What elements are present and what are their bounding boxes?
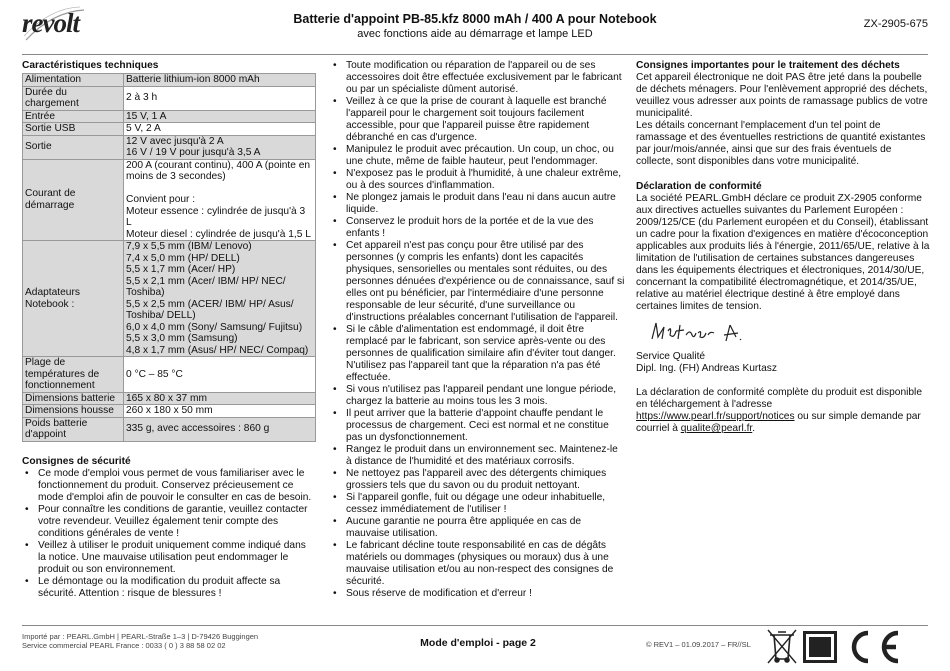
- safety-item: • Ne nettoyez pas l'appareil avec des détergents chimiques grossiers tels que du savon ou du produit nettoyant.: [330, 468, 625, 492]
- spec-value: 15 V, 1 A: [124, 110, 316, 123]
- specs-table: [22, 73, 316, 442]
- spec-label: Dimensions batterie: [23, 392, 124, 405]
- signer-department: Service Qualité: [636, 351, 706, 362]
- importer-info: [22, 632, 258, 650]
- spec-value: 7,9 x 5,5 mm (IBM/ Lenovo) 7,4 x 5,0 mm (HP/ DELL) 5,5 x 1,7 mm (Acer/ HP) 5,5 x 2,1 mm (Acer/ IBM/ HP/ NEC/ Toshiba) 5,5 x 2,5 mm (ACER/ IBM/ HP/ Asus/ Toshiba/ DELL) 6,0 x 4,0 mm (Sony/ Samsung/ Fujitsu) 5,5 x 3,0 mm (Samsung) 4,8 x 1,7 mm (Asus/ HP/ NEC/ Compaq): [124, 241, 316, 357]
- safety-item: • Si le câble d'alimentation est endommagé, il doit être remplacé par le fabricant, son service après-vente ou des personnes de qualification similaire afin d'éviter tout danger. N'utilisez pas l'appareil tant que la réparation n'a pas été effectuée.: [330, 324, 625, 384]
- header-divider: [22, 54, 928, 55]
- download-text: La déclaration de conformité complète du produit est disponible en téléchargement à l'adresse: [636, 387, 922, 410]
- spec-label: Durée du chargement: [23, 86, 124, 110]
- safety-item: • Veillez à utiliser le produit uniquement comme indiqué dans la notice. Une mauvaise utilisation peut endommager le produit ou son environnement.: [22, 540, 316, 576]
- safety-item: • Veillez à ce que la prise de courant à laquelle est branché l'appareil pour le chargement soit toujours facilement accessible, pour que l'appareil puisse être rapidement débranché en cas d'urgence.: [330, 96, 625, 144]
- spec-row: [23, 357, 316, 393]
- spec-row: [23, 417, 316, 441]
- conformity-download: [636, 387, 931, 435]
- safety-item: • Toute modification ou réparation de l'appareil ou de ses accessoires doit être effectuée exclusivement par le fabricant ou par un spécialiste dûment autorisé.: [330, 60, 625, 96]
- safety-item: • Pour connaître les conditions de garantie, veuillez contacter votre revendeur. Veuillez également tenir compte des conditions générales de vente !: [22, 504, 316, 540]
- spec-label: Alimentation: [23, 74, 124, 87]
- safety-heading: Consignes de sécurité: [22, 455, 131, 467]
- spec-value: 200 A (courant continu), 400 A (pointe en moins de 3 secondes) Convient pour : Moteur essence : cylindrée de jusqu'à 3 L Moteur diesel : cylindrée de jusqu'à 1,5 L: [124, 159, 316, 241]
- certification-marks: [765, 627, 930, 665]
- spec-label: Sortie: [23, 135, 124, 159]
- spec-label: Entrée: [23, 110, 124, 123]
- safety-item: • Cet appareil n'est pas conçu pour être utilisé par des personnes (y compris les enfants) dont les capacités physiques, sensorielles ou mentales sont réduites, ou des personnes dénuées d'expérience ou de connaissance, sauf si elles ont pu bénéficier, par l'intermédiaire d'une personne responsable de leur sécurité, d'une surveillance ou d'instructions préalables concernant l'utilisation de l'appareil.: [330, 240, 625, 324]
- waste-text: Cet appareil électronique ne doit PAS être jeté dans la poubelle de déchets ménagers. Pour l'enlèvement approprié des déchets, veuillez vous adresser aux points de ramassage publics de votre municipalité. Les détails concernant l'emplacement d'un tel point de ramassage et des éventuelles restrictions de quantité existantes par jour/mois/année, ainsi que sur des frais éventuels de collecte, sont disponibles dans votre municipalité.: [636, 72, 928, 167]
- spec-row: [23, 135, 316, 159]
- spec-value: Batterie lithium-ion 8000 mAh: [124, 74, 316, 87]
- spec-value: 12 V avec jusqu'à 2 A 16 V / 19 V pour jusqu'à 3,5 A: [124, 135, 316, 159]
- safety-item: • Aucune garantie ne pourra être appliquée en cas de mauvaise utilisation.: [330, 516, 625, 540]
- download-text-middle: ou sur simple demande par courriel à: [636, 411, 921, 434]
- waste-heading: Consignes importantes pour le traitement des déchets: [636, 60, 900, 71]
- spec-label: Adaptateurs Notebook :: [23, 241, 124, 357]
- revision-info: © REV1 – 01.09.2017 – FR//SL: [646, 640, 751, 649]
- spec-row: [23, 110, 316, 123]
- ce-mark-icon: [854, 633, 898, 661]
- spec-row: [23, 405, 316, 418]
- conformity-heading: Déclaration de conformité: [636, 181, 762, 192]
- spec-row: [23, 392, 316, 405]
- weee-bin-icon: [768, 630, 796, 663]
- safety-item: • Le fabricant décline toute responsabilité en cas de dégâts matériels ou dommages (physiques ou moraux) dus à une mauvaise utilisation et/ou au non-respect des consignes de sécurité.: [330, 540, 625, 588]
- safety-item: • Sous réserve de modification et d'erreur !: [330, 588, 625, 600]
- notices-link[interactable]: https://www.pearl.fr/support/notices: [636, 411, 795, 422]
- spec-label: Sortie USB: [23, 123, 124, 136]
- spec-row: [23, 123, 316, 136]
- document-title: Batterie d'appoint PB-85.kfz 8000 mAh / 400 A pour Notebook: [293, 12, 657, 26]
- safety-list: [22, 468, 316, 600]
- ukca-mark-icon: [803, 631, 837, 663]
- page-label: Mode d'emploi - page 2: [420, 637, 536, 649]
- spec-label: Plage de températures de fonctionnement: [23, 357, 124, 393]
- importer-address: Importé par : PEARL.GmbH | PEARL-Straße 1–3 | D-79426 Buggingen: [22, 632, 259, 641]
- safety-item: • Conservez le produit hors de la portée et de la vue des enfants !: [330, 216, 625, 240]
- safety-item: • Le démontage ou la modification du produit affecte sa sécurité. Attention : risque de blessures !: [22, 576, 316, 600]
- safety-item: • Si vous n'utilisez pas l'appareil pendant une longue période, chargez la batterie au moins tous les 3 mois.: [330, 384, 625, 408]
- spec-label: Courant de démarrage: [23, 159, 124, 241]
- column-left: [22, 60, 316, 600]
- signature: [646, 317, 931, 347]
- safety-item: • Il peut arriver que la batterie d'appoint chauffe pendant le processus de chargement. Ceci est normal et ne constitue pas un dysfonctionnement.: [330, 408, 625, 444]
- column-middle: [330, 60, 625, 600]
- spec-value: 5 V, 2 A: [124, 123, 316, 136]
- signature-image: [646, 317, 776, 347]
- spec-label: Poids batterie d'appoint: [23, 417, 124, 441]
- spec-row: [23, 86, 316, 110]
- document-number: ZX-2905-675: [863, 18, 928, 30]
- spec-row: [23, 159, 316, 241]
- spec-value: 165 x 80 x 37 mm: [124, 392, 316, 405]
- specs-heading: Caractéristiques techniques: [22, 60, 159, 71]
- spec-label: Dimensions housse: [23, 405, 124, 418]
- safety-list-continued: [330, 60, 625, 600]
- spec-value: 260 x 180 x 50 mm: [124, 405, 316, 418]
- safety-item: • Rangez le produit dans un environnement sec. Maintenez-le à distance de l'humidité et des matériaux corrosifs.: [330, 444, 625, 468]
- safety-item: • Manipulez le produit avec précaution. Un coup, un choc, ou une chute, même de faible hauteur, peut l'endommager.: [330, 144, 625, 168]
- safety-section: [22, 456, 316, 600]
- safety-item: • Ce mode d'emploi vous permet de vous familiariser avec le fonctionnement du produit. Conservez précieusement ce mode d'emploi afin de pouvoir le consulter en cas de besoin.: [22, 468, 316, 504]
- spec-row: [23, 241, 316, 357]
- revolt-logo: [22, 6, 88, 44]
- spec-value: 2 à 3 h: [124, 86, 316, 110]
- email-link[interactable]: qualite@pearl.fr: [680, 423, 753, 434]
- footer-divider: [22, 625, 928, 626]
- conformity-text: La société PEARL.GmbH déclare ce produit ZX-2905 conforme aux directives actuelles suivantes du Parlement Européen : 2009/125/CE (du Parlement européen et du Conseil), établissant un cadre pour la fixation d'exigences en matière d'écoconception applicables aux produits liés à l'énergie, 2011/65/UE, relative à la limitation de l'utilisation de certaines substances dangereuses dans les équipements électriques et électroniques, 2014/30/UE, concernant la compatibilité électromagnétique, et 2014/35/UE, relative au matériel électrique destiné à être employé dans certaines limites de tension.: [636, 193, 930, 312]
- safety-item: • Si l'appareil gonfle, fuit ou dégage une odeur inhabituelle, cessez immédiatement de l'utiliser !: [330, 492, 625, 516]
- spec-value: 0 °C – 85 °C: [124, 357, 316, 393]
- document-subtitle: avec fonctions aide au démarrage et lampe LED: [357, 28, 593, 40]
- signer-name: Dipl. Ing. (FH) Andreas Kurtasz: [636, 363, 777, 374]
- safety-item: • N'exposez pas le produit à l'humidité, à une chaleur extrême, ou à des sources d'inflammation.: [330, 168, 625, 192]
- safety-item: • Ne plongez jamais le produit dans l'eau ni dans aucun autre liquide.: [330, 192, 625, 216]
- column-right: [636, 60, 931, 435]
- logo-text: revolt: [22, 8, 79, 38]
- spec-value: 335 g, avec accessoires : 860 g: [124, 417, 316, 441]
- importer-phone: Service commercial PEARL France : 0033 ( 0 ) 3 88 58 02 02: [22, 641, 226, 650]
- spec-row: [23, 74, 316, 87]
- download-text-end: .: [752, 423, 756, 434]
